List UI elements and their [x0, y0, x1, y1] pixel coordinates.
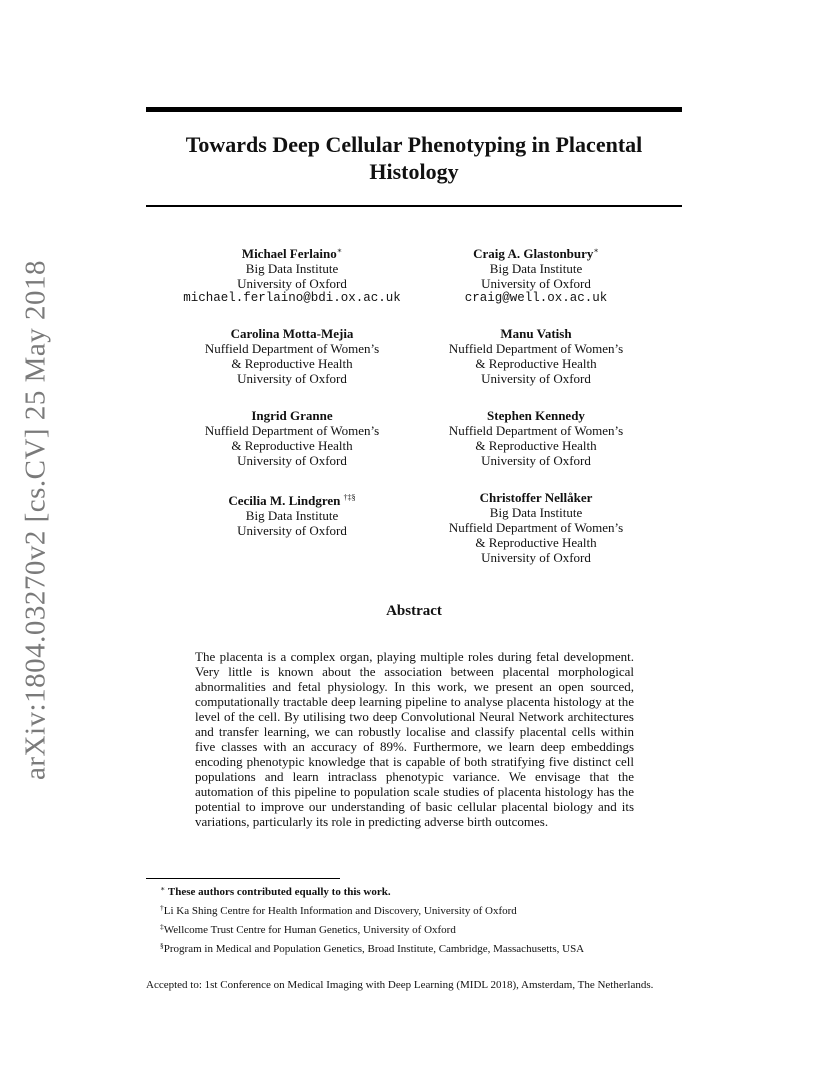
paper-title: Towards Deep Cellular Phenotyping in Placental Histology [185, 132, 643, 184]
author-affiliation: Big Data Institute [489, 261, 583, 276]
abstract-heading: Abstract [386, 603, 442, 619]
footnote-text: Wellcome Trust Centre for Human Genetics, University of Oxford [163, 924, 456, 936]
author-affiliation: University of Oxford [481, 276, 591, 291]
footnotes [160, 881, 680, 957]
author-block [406, 326, 666, 386]
author-affiliation: & Reproductive Health [231, 356, 353, 371]
author-block [406, 243, 666, 306]
author-affiliation: University of Oxford [481, 453, 591, 468]
author-affiliation: Nuffield Department of Women’s [448, 341, 624, 356]
footnote [160, 881, 680, 900]
author-marks: ∗ [593, 246, 599, 255]
author-affiliation: Nuffield Department of Women’s [204, 341, 380, 356]
author-name: Christoffer Nellåker [479, 490, 593, 505]
acceptance-note: Accepted to: 1st Conference on Medical Imaging with Deep Learning (MIDL 2018), Amsterdam, The Netherlands. [146, 979, 654, 991]
footnote [160, 919, 680, 938]
author-email: craig@well.ox.ac.uk [464, 291, 608, 305]
arxiv-identifier: arXiv:1804.03270v2 [cs.CV] 25 May 2018 [19, 259, 52, 781]
author-block [162, 408, 422, 468]
author-affiliation: Big Data Institute [489, 505, 583, 520]
footnote-mark: § [160, 941, 164, 950]
author-block [162, 326, 422, 386]
author-affiliation: Big Data Institute [245, 508, 339, 523]
author-name: Stephen Kennedy [487, 408, 585, 423]
author-block [162, 490, 422, 538]
author-affiliation: & Reproductive Health [231, 438, 353, 453]
author-affiliation: Nuffield Department of Women’s [448, 520, 624, 535]
author-affiliation: & Reproductive Health [475, 438, 597, 453]
footnote [160, 938, 680, 957]
author-affiliation: Nuffield Department of Women’s [448, 423, 624, 438]
footnote-mark: ‡ [160, 922, 164, 931]
author-affiliation: University of Oxford [237, 371, 347, 386]
author-block [406, 408, 666, 468]
author-email: michael.ferlaino@bdi.ox.ac.uk [183, 291, 401, 305]
author-affiliation: University of Oxford [237, 453, 347, 468]
author-affiliation: & Reproductive Health [475, 356, 597, 371]
footnote-mark: ∗ [160, 884, 166, 893]
author-name: Cecilia M. Lindgren [228, 493, 341, 508]
author-name: Craig A. Glastonbury [473, 246, 594, 261]
author-affiliation: & Reproductive Health [475, 535, 597, 550]
author-name: Ingrid Granne [251, 408, 333, 423]
author-block [406, 490, 666, 565]
abstract-text: The placenta is a complex organ, playing multiple roles during fetal development. Very little is known about the association between placental morphological abnormalities and fetal physiology. In this work, we present an open sourced, computationally tractable deep learning pipeline to analyse placenta histology at the level of the cell. By utilising two deep Convolutional Neural Network architectures and transfer learning, we can robustly localise and classify placental cells within five classes with an accuracy of 89%. Furthermore, we learn deep embeddings encoding phenotypic knowledge that is capable of both stratifying five distinct cell populations and learn intraclass phenotypic variance. We envisage that the automation of this pipeline to population scale studies of placenta histology has the potential to improve our understanding of basic cellular placental biology and its variations, particularly its role in predicting adverse birth outcomes. [195, 649, 634, 829]
author-block [162, 243, 422, 306]
footnote-text: Li Ka Shing Centre for Health Information and Discovery, University of Oxford [163, 905, 517, 917]
footnote-rule [146, 878, 340, 879]
author-name: Manu Vatish [500, 326, 572, 341]
top-rule [146, 107, 682, 112]
author-name: Michael Ferlaino [241, 246, 337, 261]
author-affiliation: University of Oxford [481, 550, 591, 565]
footnote-mark: † [160, 903, 164, 912]
title-rule [146, 205, 682, 207]
author-affiliation: University of Oxford [481, 371, 591, 386]
author-affiliation: Nuffield Department of Women’s [204, 423, 380, 438]
author-affiliation: University of Oxford [237, 523, 347, 538]
author-affiliation: University of Oxford [237, 276, 347, 291]
author-name: Carolina Motta-Mejia [230, 326, 354, 341]
footnote-text: Program in Medical and Population Genetics, Broad Institute, Cambridge, Massachusetts, USA [163, 943, 585, 955]
author-marks: †‡§ [343, 493, 356, 502]
author-affiliation: Big Data Institute [245, 261, 339, 276]
author-marks: ∗ [336, 246, 343, 255]
footnote-text: These authors contributed equally to this work. [167, 886, 391, 898]
footnote [160, 900, 680, 919]
